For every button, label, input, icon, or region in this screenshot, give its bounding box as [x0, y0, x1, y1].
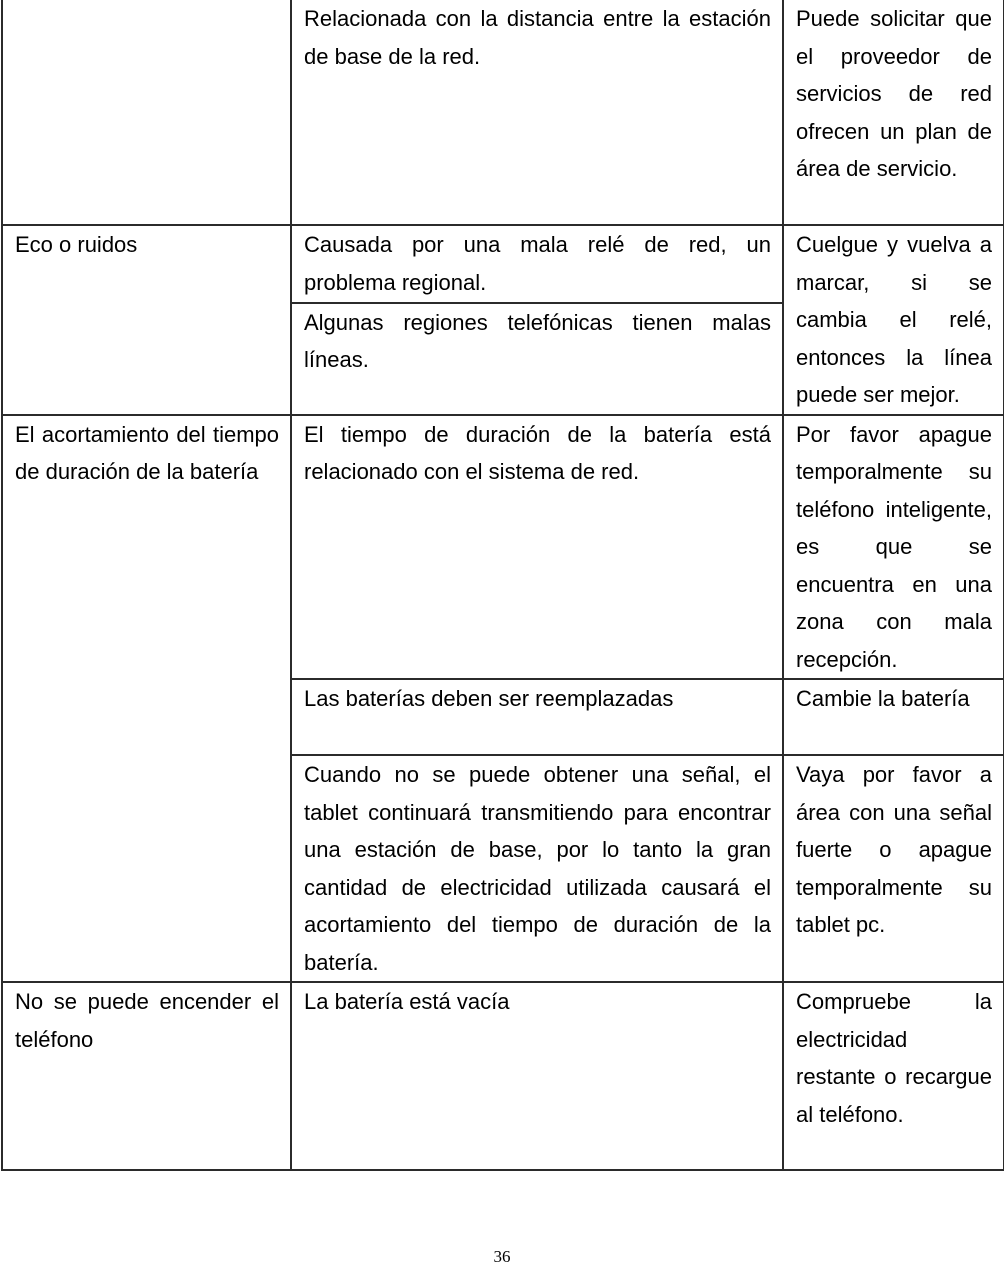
cause-cell: La batería está vacía	[291, 982, 783, 1170]
solution-cell: Cambie la batería	[783, 679, 1004, 755]
troubleshooting-table	[1, 0, 1004, 1171]
problem-cell: El acortamiento del tiempo de duración de la batería	[2, 415, 291, 983]
table-row	[2, 415, 1004, 680]
problem-cell: No se puede encender el teléfono	[2, 982, 291, 1170]
page-number: 36	[493, 1247, 511, 1266]
cause-cell: Algunas regiones telefónicas tienen malas líneas.	[291, 303, 783, 415]
cause-cell: Cuando no se puede obtener una señal, el tablet continuará transmitiendo para encontrar una estación de base, por lo tanto la gran cantidad de electricidad utilizada causará el acortamiento del tiempo de duración de la batería.	[291, 755, 783, 982]
solution-cell: Compruebe la electricidad restante o recargue al teléfono.	[783, 982, 1004, 1170]
solution-cell: Cuelgue y vuelva a marcar, si se cambia el relé, entonces la línea puede ser mejor.	[783, 225, 1004, 415]
problem-cell	[2, 0, 291, 225]
solution-cell: Vaya por favor a área con una señal fuerte o apague temporalmente su tablet pc.	[783, 755, 1004, 982]
solution-cell: Puede solicitar que el proveedor de servicios de red ofrecen un plan de área de servicio.	[783, 0, 1004, 225]
cause-cell: El tiempo de duración de la batería está relacionado con el sistema de red.	[291, 415, 783, 680]
cause-cell: Relacionada con la distancia entre la estación de base de la red.	[291, 0, 783, 225]
cause-cell: Las baterías deben ser reemplazadas	[291, 679, 783, 755]
cause-cell: Causada por una mala relé de red, un problema regional.	[291, 225, 783, 303]
table-row	[2, 0, 1004, 225]
solution-cell: Por favor apague temporalmente su teléfono inteligente, es que se encuentra en una zona con mala recepción.	[783, 415, 1004, 680]
table-row	[2, 982, 1004, 1170]
table-row	[2, 225, 1004, 303]
problem-cell: Eco o ruidos	[2, 225, 291, 415]
